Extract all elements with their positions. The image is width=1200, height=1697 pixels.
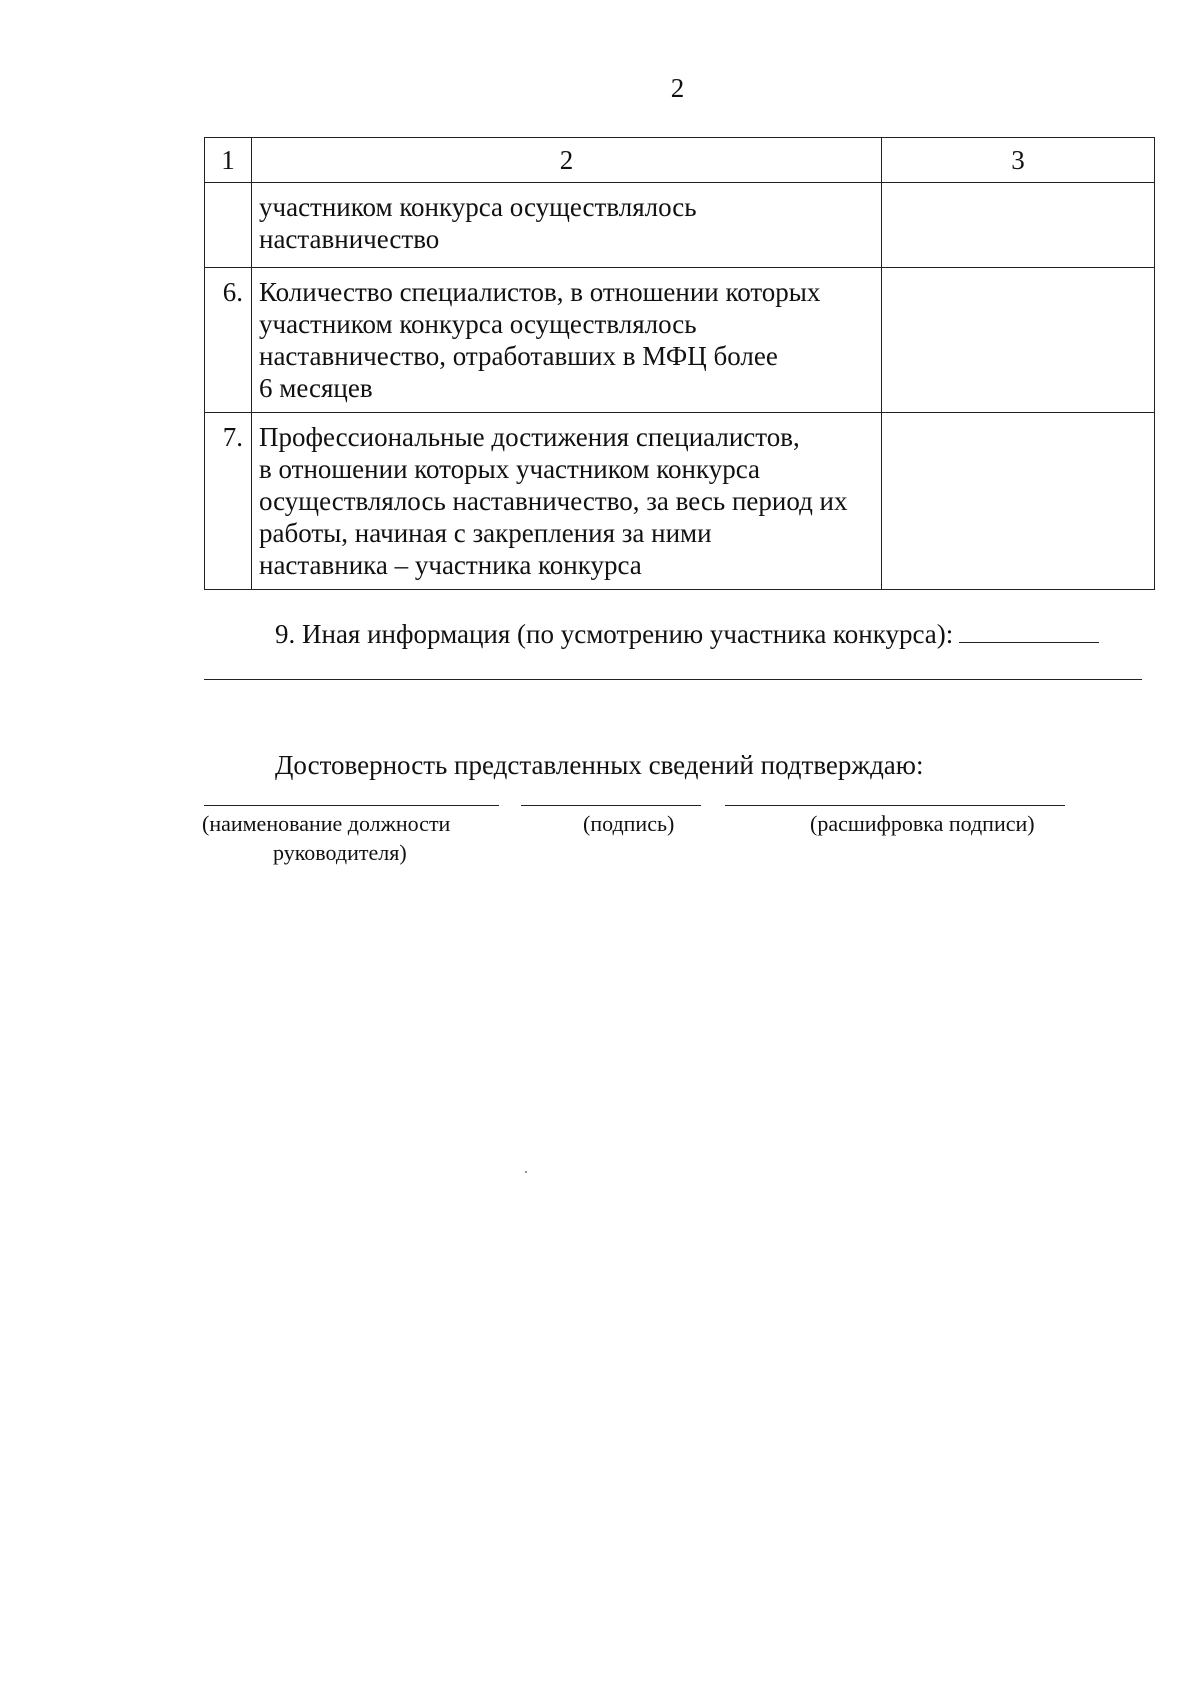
row-value-cell[interactable] bbox=[882, 413, 1155, 590]
signature-caption: (подпись) bbox=[583, 811, 675, 836]
header-cell-3: 3 bbox=[882, 138, 1155, 183]
position-line[interactable] bbox=[204, 805, 499, 806]
row-text-line: наставничество, отработавших в МФЦ более bbox=[259, 341, 778, 371]
row-text-line: в отношении которых участником конкурса bbox=[259, 454, 761, 484]
table-row bbox=[205, 268, 1155, 413]
table-row bbox=[205, 183, 1155, 268]
table-header-row bbox=[205, 138, 1155, 183]
decoding-line[interactable] bbox=[725, 805, 1065, 806]
row-text-line: Количество специалистов, в отношении которых bbox=[259, 277, 821, 307]
other-info-label: 9. Иная информация (по усмотрению участника конкурса): bbox=[275, 619, 954, 649]
row-text-line: наставника – участника конкурса bbox=[259, 550, 642, 580]
table-row bbox=[205, 413, 1155, 590]
row-number: 7. bbox=[205, 413, 252, 590]
page-number: 2 bbox=[670, 73, 685, 103]
row-text-line: наставничество bbox=[259, 224, 440, 254]
row-number bbox=[205, 183, 252, 268]
header-cell-2: 2 bbox=[252, 138, 882, 183]
position-caption-line2: руководителя) bbox=[273, 840, 407, 865]
row-text-line: 6 месяцев bbox=[259, 373, 373, 403]
position-caption-line1: (наименование должности bbox=[202, 811, 451, 836]
row-description bbox=[252, 413, 882, 590]
row-value-cell[interactable] bbox=[882, 268, 1155, 413]
criteria-table bbox=[204, 137, 1155, 590]
row-value-cell[interactable] bbox=[882, 183, 1155, 268]
row-text-line: осуществлялось наставничество, за весь период их bbox=[259, 486, 848, 516]
other-info-fill-line[interactable] bbox=[959, 616, 1099, 643]
confirmation-text: Достоверность представленных сведений подтверждаю: bbox=[275, 750, 924, 780]
other-info-continuation-line[interactable] bbox=[204, 679, 1142, 680]
decoding-caption: (расшифровка подписи) bbox=[810, 811, 1035, 836]
header-cell-1: 1 bbox=[205, 138, 252, 183]
signature-line[interactable] bbox=[521, 805, 701, 806]
scan-artifact bbox=[525, 1171, 527, 1173]
row-text-line: Профессиональные достижения специалистов, bbox=[259, 422, 800, 452]
row-text-line: работы, начиная с закрепления за ними bbox=[259, 518, 712, 548]
other-info bbox=[275, 616, 1099, 651]
row-description bbox=[252, 268, 882, 413]
row-text-line: участником конкурса осуществлялось bbox=[259, 192, 697, 222]
row-description bbox=[252, 183, 882, 268]
row-number: 6. bbox=[205, 268, 252, 413]
row-text-line: участником конкурса осуществлялось bbox=[259, 309, 697, 339]
